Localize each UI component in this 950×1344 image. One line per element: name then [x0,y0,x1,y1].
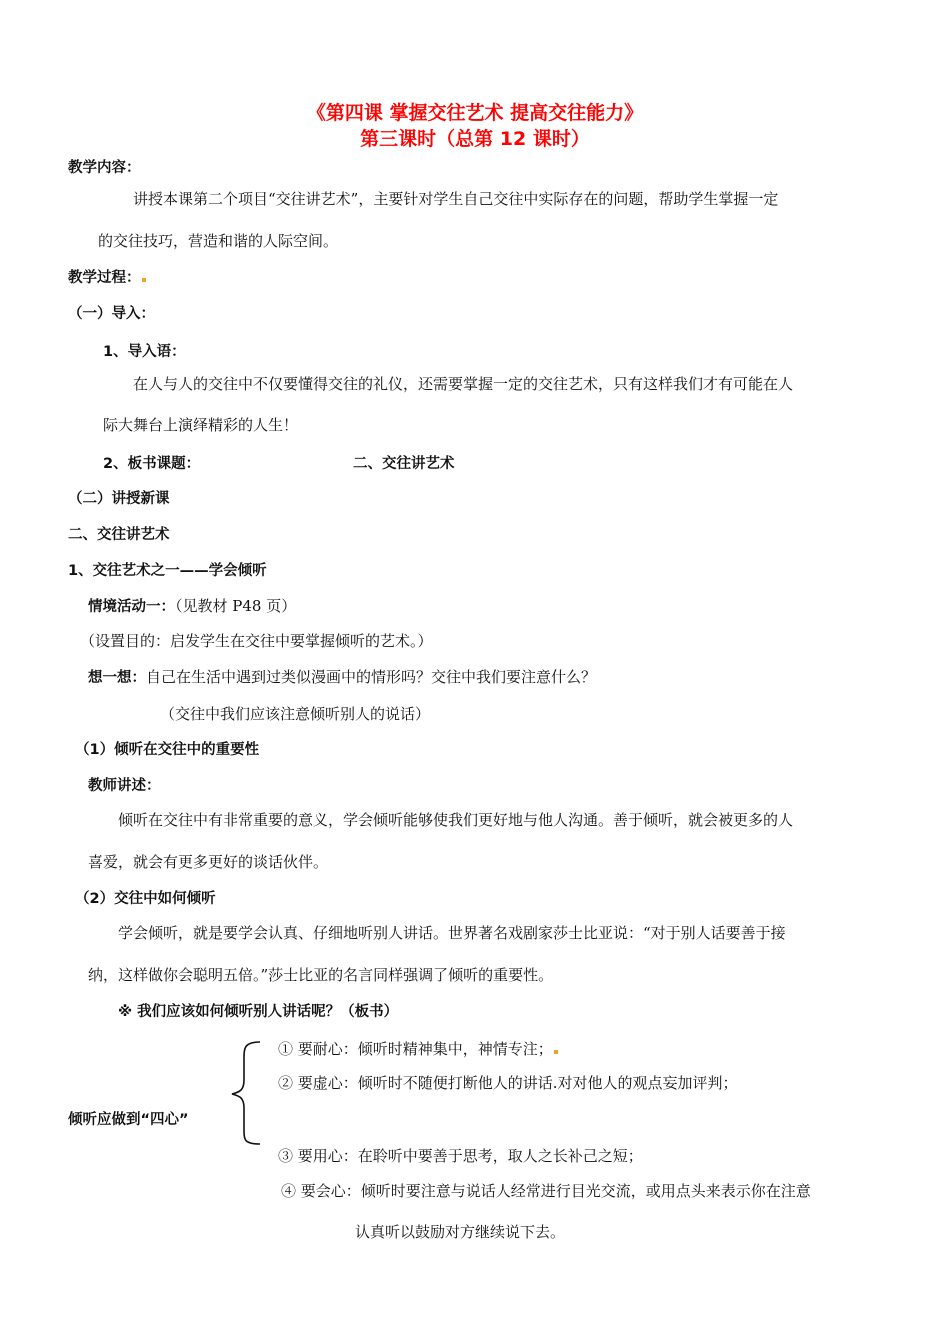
think-line [88,666,596,687]
heart-3: ③ 要用心：在聆听中要善于思考，取人之长补己之短； [278,1147,643,1165]
section-2-heading: （二）讲授新课 [68,491,170,507]
teacher-paragraph-line-1: 倾听在交往中有非常重要的意义，学会倾听能够使我们更好地与他人沟通。善于倾听，就会被更多的人 [118,811,794,829]
intro-paragraph-line-2: 际大舞台上演绎精彩的人生！ [103,416,299,434]
purpose-note: （设置目的：启发学生在交往中要掌握倾听的艺术。） [80,632,433,650]
content-heading: 教学内容： [68,160,141,176]
content-paragraph-line-1: 讲授本课第二个项目“交往讲艺术”，主要针对学生自己交往中实际存在的问题，帮助学生掌握一定 [133,190,779,208]
heart-4-line-1: ④ 要会心：倾听时要注意与说话人经常进行目光交流，或用点头来表示你在注意 [281,1182,811,1200]
board-question: ※ 我们应该如何倾听别人讲话呢？（板书） [118,1004,399,1020]
how-paragraph-line-2: 纳，这样做你会聪明五倍。”莎士比亚的名言同样强调了倾听的重要性。 [88,966,554,984]
activity-label: 情境活动一： [88,599,175,615]
heart-4-line-2: 认真听以鼓励对方继续说下去。 [355,1223,566,1241]
process-heading [68,266,147,287]
teacher-label: 教师讲述： [88,778,161,794]
section-1-heading: （一）导入： [68,306,155,322]
think-answer: （交往中我们应该注意倾听别人的说话） [160,705,431,723]
how-paragraph-line-1: 学会倾听，就是要学会认真、仔细地听别人讲话。世界著名戏剧家莎士比亚说：“对于别人话要善于接 [118,924,786,942]
activity-line [88,595,296,616]
curly-brace [226,1038,266,1148]
lesson-heading: 二、交往讲艺术 [68,527,170,543]
content-paragraph-line-2: 的交往技巧，营造和谐的人际空间。 [98,232,339,250]
art-1-heading: 1、交往艺术之一——学会倾听 [68,563,267,579]
mark-dot [142,278,146,282]
section-1-item-2-label: 2、板书课题： [103,456,201,472]
mark-dot [554,1050,558,1054]
title-line-2: 第三课时（总第 12 课时） [360,128,590,150]
activity-text: （见教材 P48 页） [175,597,297,615]
section-1-item-1: 1、导入语： [103,344,186,360]
four-hearts-label: 倾听应做到“四心” [68,1112,189,1128]
subsection-1-heading: （1）倾听在交往中的重要性 [75,742,260,758]
teacher-paragraph-line-2: 喜爱，就会有更多更好的谈话伙伴。 [88,853,329,871]
heart-2: ② 要虚心：倾听时不随便打断他人的讲话.对对他人的观点妄加评判； [278,1074,738,1092]
think-label: 想一想： [88,670,146,686]
subsection-2-heading: （2）交往中如何倾听 [75,891,216,907]
section-1-item-2-value: 二、交往讲艺术 [353,456,455,472]
think-text: 自己在生活中遇到过类似漫画中的情形吗？交往中我们要注意什么？ [146,668,597,686]
process-heading-text: 教学过程： [68,270,141,286]
intro-paragraph-line-1: 在人与人的交往中不仅要懂得交往的礼仪，还需要掌握一定的交往艺术，只有这样我们才有可能在人 [133,375,794,393]
title-line-1: 《第四课 掌握交往艺术 提高交往能力》 [306,102,644,124]
heart-1 [278,1038,559,1059]
heart-1-text: ① 要耐心：倾听时精神集中，神情专注； [278,1040,553,1058]
